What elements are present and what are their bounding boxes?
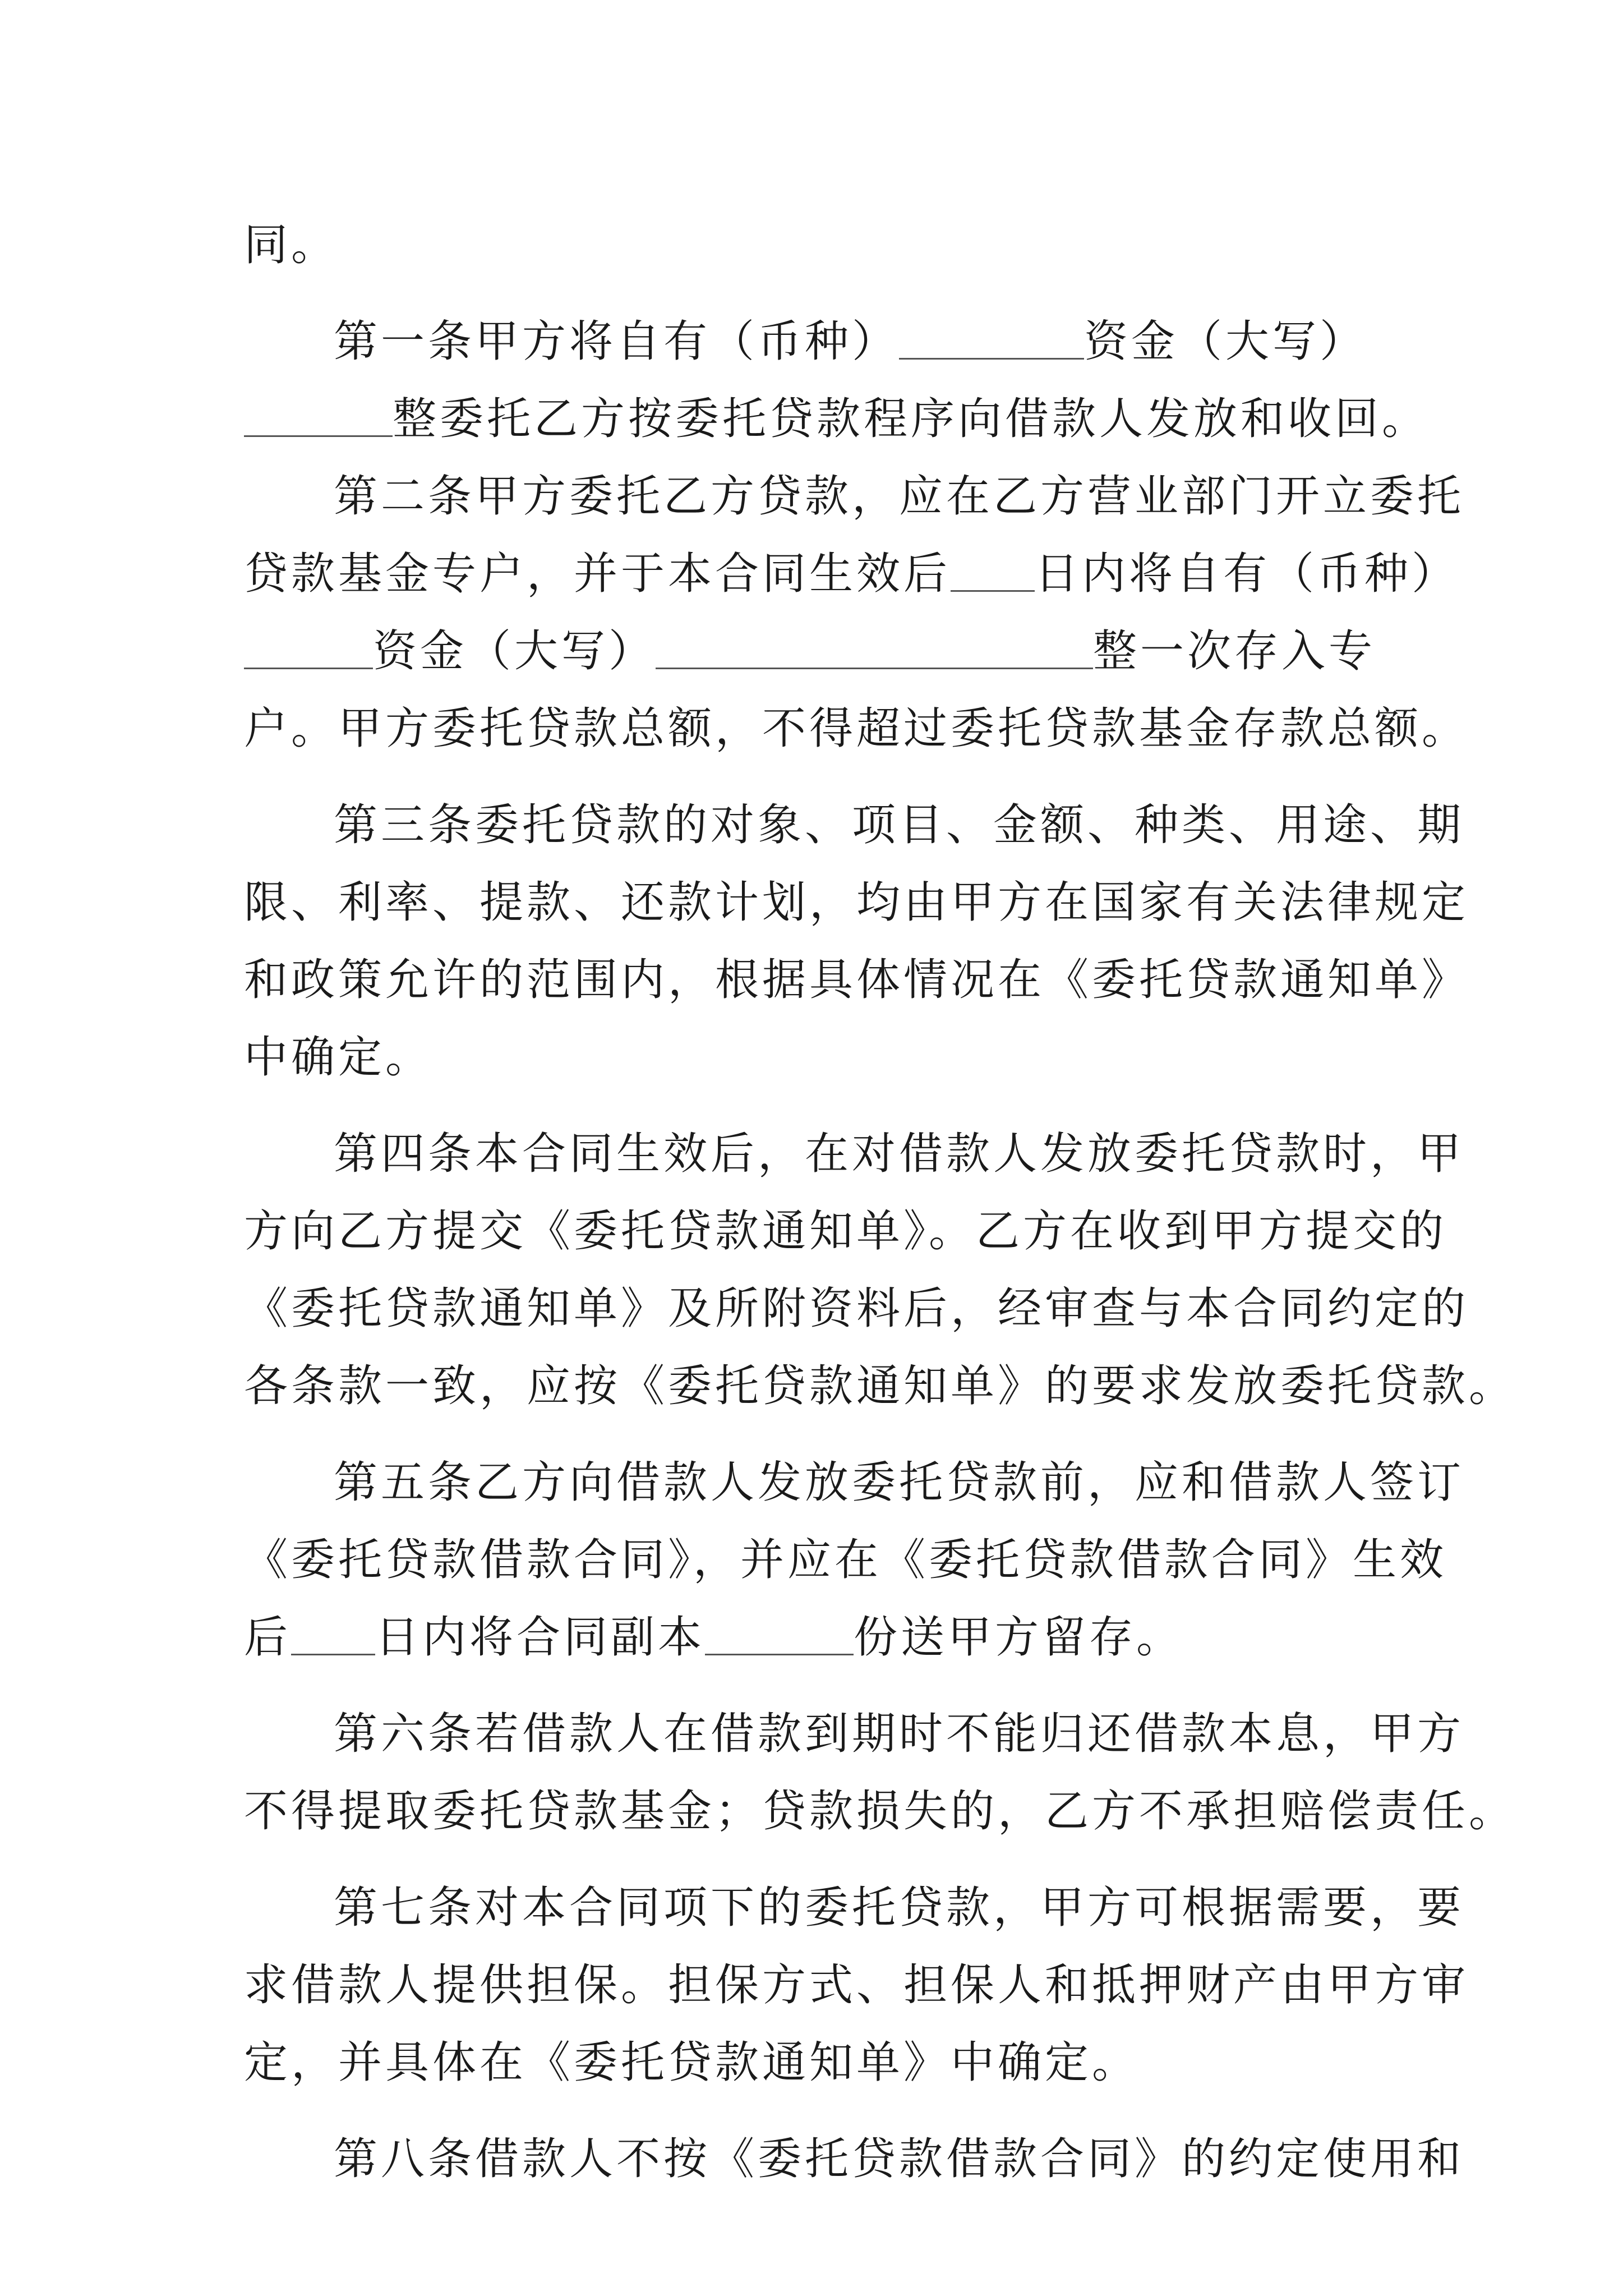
article-4-line-4 [244,1347,1516,1425]
article-7-line-2 [244,1947,1469,2024]
article-2-line-2 [244,535,1459,613]
text-span: 整委托乙方按委托贷款程序向借款人发放和收回。 [393,394,1430,444]
article-3-line-2 [244,864,1469,941]
article-6-line-1 [244,1695,1465,1773]
article-2-line-1 [244,458,1465,535]
text-span: 和政策允许的范围内，根据具体情况在《委托贷款通知单》 [244,955,1469,1005]
article-8-line-1 [244,2120,1465,2198]
fill-blank-days[interactable] [951,556,1035,592]
text-span: 不得提取委托贷款基金；贷款损失的，乙方不承担赔偿责任。 [244,1786,1516,1837]
text-span: 第八条借款人不按《委托贷款借款合同》的约定使用和 [334,2134,1465,2184]
text-span: 限、利率、提款、还款计划，均由甲方在国家有关法律规定 [244,877,1469,928]
text-span: 日内将自有（币种） [1035,549,1459,599]
article-3-line-3 [244,941,1469,1019]
text-span: 日内将合同副本 [375,1612,706,1663]
article-4-line-1 [244,1115,1465,1193]
text-span: 第四条本合同生效后，在对借款人发放委托贷款时，甲 [334,1129,1465,1179]
article-1-line-1 [244,303,1385,380]
article-5-line-3 [244,1599,1385,1676]
text-span: 同。 [244,220,339,270]
fill-blank-currency[interactable] [244,634,373,669]
article-5-line-1 [244,1444,1465,1521]
text-span: 第六条若借款人在借款到期时不能归还借款本息，甲方 [334,1709,1465,1759]
document-body [244,206,1516,2198]
article-7-line-1 [244,1869,1465,1947]
article-3-line-4 [244,1019,1385,1096]
text-span: 份送甲方留存。 [854,1612,1184,1663]
text-span: 各条款一致，应按《委托贷款通知单》的要求发放委托贷款。 [244,1361,1516,1411]
text-span: 定，并具体在《委托贷款通知单》中确定。 [244,2037,1140,2088]
fill-blank-copies[interactable] [705,1620,854,1655]
text-span: 资金（大写） [373,626,656,677]
text-span: 整一次存入专 [1093,626,1376,677]
text-span: 户。甲方委托贷款总额，不得超过委托贷款基金存款总额。 [244,703,1469,754]
article-2-line-3 [244,613,1385,690]
text-span: 第二条甲方委托乙方贷款，应在乙方营业部门开立委托 [334,471,1465,522]
article-1-line-2 [244,380,1430,458]
text-span: 方向乙方提交《委托贷款通知单》。乙方在收到甲方提交的 [244,1206,1447,1257]
text-span: 后 [244,1612,292,1663]
fill-blank-amount[interactable] [244,402,393,437]
text-span: 求借款人提供担保。担保方式、担保人和抵押财产由甲方审 [244,1960,1469,2010]
text-span: 贷款基金专户，并于本合同生效后 [244,549,951,599]
text-span: 第三条委托贷款的对象、项目、金额、种类、用途、期 [334,800,1465,850]
article-5-line-2 [244,1521,1447,1599]
article-6-line-2 [244,1773,1516,1850]
text-span: 《委托贷款通知单》及所附资料后，经审查与本合同约定的 [244,1283,1469,1334]
text-span: 中确定。 [244,1032,433,1083]
article-7-line-3 [244,2024,1385,2101]
article-3-line-1 [244,786,1465,864]
fill-blank-currency[interactable] [899,324,1084,360]
text-span: 第一条甲方将自有（币种） [334,316,900,367]
text-span: 资金（大写） [1084,316,1367,367]
article-2-line-4 [244,690,1469,767]
article-4-line-2 [244,1193,1447,1270]
article-4-line-3 [244,1270,1469,1347]
fill-blank-days[interactable] [291,1620,375,1655]
text-span: 第五条乙方向借款人发放委托贷款前，应和借款人签订 [334,1457,1465,1508]
text-span: 第七条对本合同项下的委托贷款，甲方可根据需要，要 [334,1883,1465,1933]
text-span: 《委托贷款借款合同》，并应在《委托贷款借款合同》生效 [244,1535,1447,1585]
fill-blank-amount[interactable] [656,634,1093,669]
paragraph-line [244,206,1385,284]
